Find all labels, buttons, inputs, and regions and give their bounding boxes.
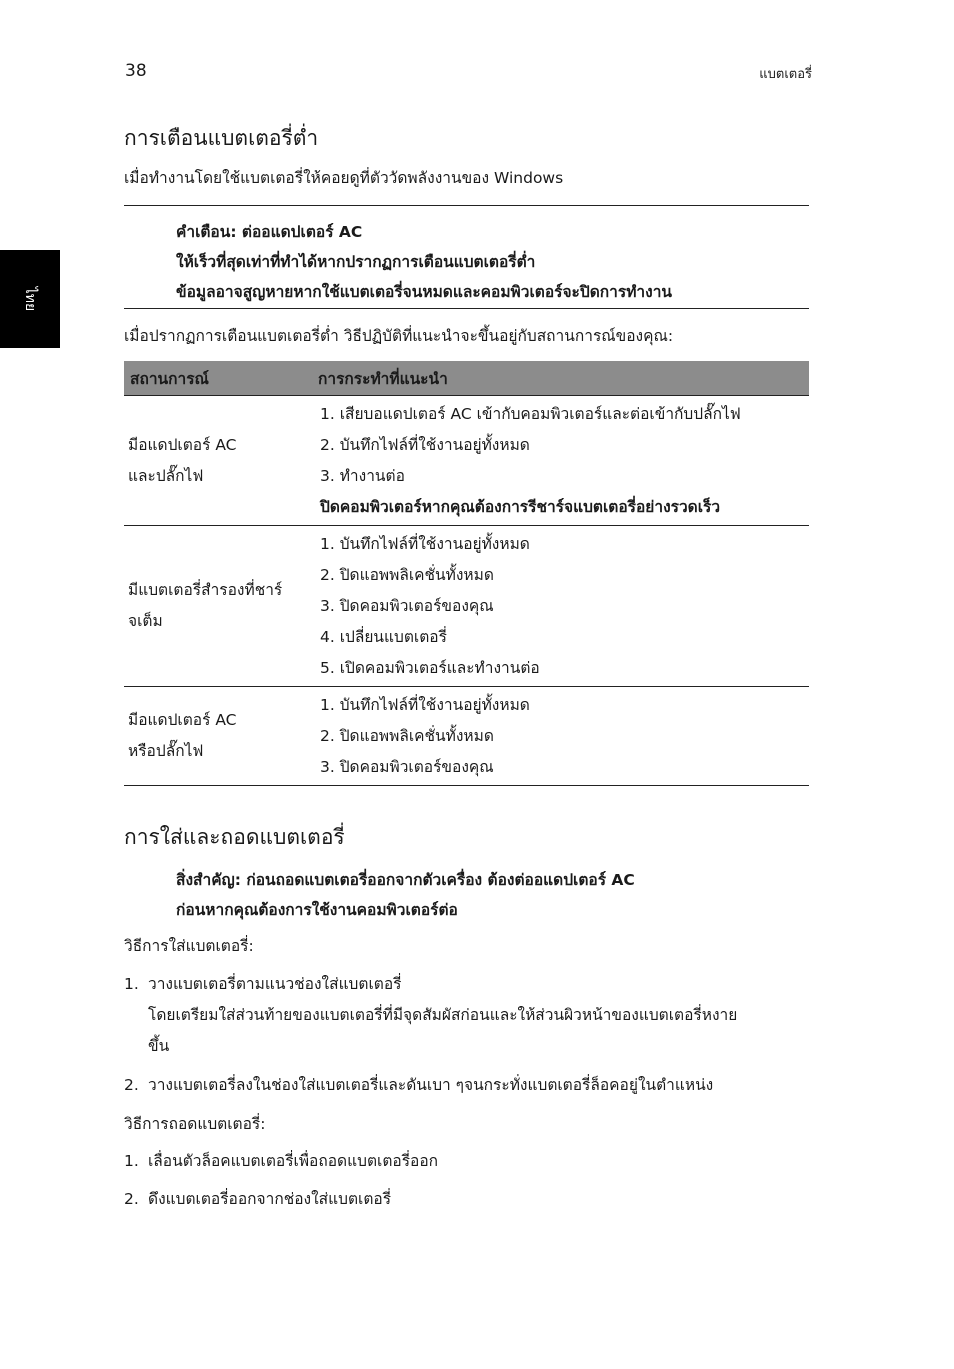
action-cell bbox=[314, 687, 809, 785]
divider bbox=[124, 308, 809, 309]
remove-heading: วิธีการถอดแบตเตอรี่: bbox=[124, 1115, 266, 1133]
language-tab-label: ไทย bbox=[22, 286, 38, 312]
header-situation: สถานการณ์ bbox=[130, 369, 209, 388]
action-item: 1. บันทึกไฟล์ที่ใช้งานอยู่ทั้งหมด bbox=[320, 535, 530, 553]
action-note: ปิดคอมพิวเตอร์หากคุณต้องการรีชาร์จแบตเตอรี่อย่างรวดเร็ว bbox=[320, 498, 721, 516]
header-action: การกระทำที่แนะนำ bbox=[318, 369, 448, 388]
situation-line: และปลั๊กไฟ bbox=[128, 466, 204, 485]
install-heading: วิธีการใส่แบตเตอรี่: bbox=[124, 937, 254, 955]
action-item: 1. เสียบอแดปเตอร์ AC เข้ากับคอมพิวเตอร์และต่อเข้ากับปลั๊กไฟ bbox=[320, 405, 741, 423]
table-row bbox=[124, 526, 809, 687]
install-step bbox=[124, 969, 814, 1062]
remove-step bbox=[124, 1146, 814, 1177]
table-intro: เมื่อปรากฏการเตือนแบตเตอรี่ต่ำ วิธีปฏิบัติที่แนะนำจะขึ้นอยู่กับสถานการณ์ของคุณ: bbox=[124, 327, 674, 345]
running-title: แบตเตอรี่ bbox=[759, 67, 812, 82]
intro-text: เมื่อทำงานโดยใช้แบตเตอรี่ให้คอยดูที่ตัววัดพลังงานของ Windows bbox=[124, 169, 564, 187]
install-step bbox=[124, 1070, 814, 1101]
step-text: วางแบตเตอรี่ตามแนวช่องใส่แบตเตอรี่ bbox=[148, 975, 402, 993]
warning-line: ข้อมูลอาจสูญหายหากใช้แบตเตอรี่จนหมดและคอมพิวเตอร์จะปิดการทำงาน bbox=[176, 283, 672, 301]
step-text: วางแบตเตอรี่ลงในช่องใส่แบตเตอรี่และดันเบา ๆจนกระทั่งแบตเตอรี่ล็อคอยู่ในตำแหน่ง bbox=[148, 1076, 714, 1094]
page-number: 38 bbox=[125, 61, 147, 81]
step-number: 1. bbox=[124, 1152, 139, 1170]
step-text: ดึงแบตเตอรี่ออกจากช่องใส่แบตเตอรี่ bbox=[148, 1190, 392, 1208]
section-title-insert-remove: การใส่และถอดแบตเตอรี่ bbox=[124, 825, 345, 849]
warning-box bbox=[176, 217, 806, 307]
table-header bbox=[124, 361, 809, 396]
divider bbox=[124, 205, 809, 206]
action-item: 2. บันทึกไฟล์ที่ใช้งานอยู่ทั้งหมด bbox=[320, 436, 530, 454]
situation-line: มีแบตเตอรี่สำรองที่ชาร์ bbox=[128, 581, 283, 599]
action-item: 1. บันทึกไฟล์ที่ใช้งานอยู่ทั้งหมด bbox=[320, 696, 530, 714]
situation-cell bbox=[124, 396, 314, 525]
step-number: 2. bbox=[124, 1076, 139, 1094]
action-item: 4. เปลี่ยนแบตเตอรี่ bbox=[320, 628, 447, 646]
action-item: 3. ทำงานต่อ bbox=[320, 467, 405, 485]
action-item: 2. ปิดแอพพลิเคชั่นทั้งหมด bbox=[320, 727, 494, 745]
important-line: สิ่งสำคัญ: ก่อนถอดแบตเตอรี่ออกจากตัวเครื่อง ต้องต่ออแดปเตอร์ AC bbox=[176, 871, 635, 889]
situation-cell bbox=[124, 687, 314, 785]
warning-line: ให้เร็วที่สุดเท่าที่ทำได้หากปรากฏการเตือนแบตเตอรี่ต่ำ bbox=[176, 253, 536, 271]
situation-line: จเต็ม bbox=[128, 612, 163, 630]
action-item: 2. ปิดแอพพลิเคชั่นทั้งหมด bbox=[320, 566, 494, 584]
section-title-low-battery: การเตือนแบตเตอรี่ต่ำ bbox=[124, 126, 319, 150]
action-item: 5. เปิดคอมพิวเตอร์และทำงานต่อ bbox=[320, 659, 540, 677]
situation-line: หรือปลั๊กไฟ bbox=[128, 742, 204, 760]
important-note bbox=[176, 865, 806, 925]
action-cell bbox=[314, 526, 809, 686]
step-detail: ขึ้น bbox=[148, 1037, 170, 1055]
low-battery-action-table bbox=[124, 361, 809, 786]
step-number: 1. bbox=[124, 975, 139, 993]
action-item: 3. ปิดคอมพิวเตอร์ของคุณ bbox=[320, 597, 494, 615]
situation-cell bbox=[124, 526, 314, 686]
table-row bbox=[124, 396, 809, 526]
action-item: 3. ปิดคอมพิวเตอร์ของคุณ bbox=[320, 758, 494, 776]
table-row bbox=[124, 687, 809, 786]
situation-line: มีอแดปเตอร์ AC bbox=[128, 435, 237, 454]
language-tab bbox=[0, 250, 60, 348]
remove-step bbox=[124, 1184, 814, 1215]
step-text: เลื่อนตัวล็อคแบตเตอรี่เพื่อถอดแบตเตอรี่ออก bbox=[148, 1152, 439, 1170]
step-number: 2. bbox=[124, 1190, 139, 1208]
action-cell bbox=[314, 396, 809, 525]
step-detail: โดยเตรียมใส่ส่วนท้ายของแบตเตอรี่ที่มีจุดสัมผัสก่อนและให้ส่วนผิวหน้าของแบตเตอรี่หงาย bbox=[148, 1006, 738, 1024]
situation-line: มีอแดปเตอร์ AC bbox=[128, 711, 237, 729]
warning-line: คำเตือน: ต่ออแดปเตอร์ AC bbox=[176, 223, 363, 241]
important-line: ก่อนหากคุณต้องการใช้งานคอมพิวเตอร์ต่อ bbox=[176, 901, 458, 919]
